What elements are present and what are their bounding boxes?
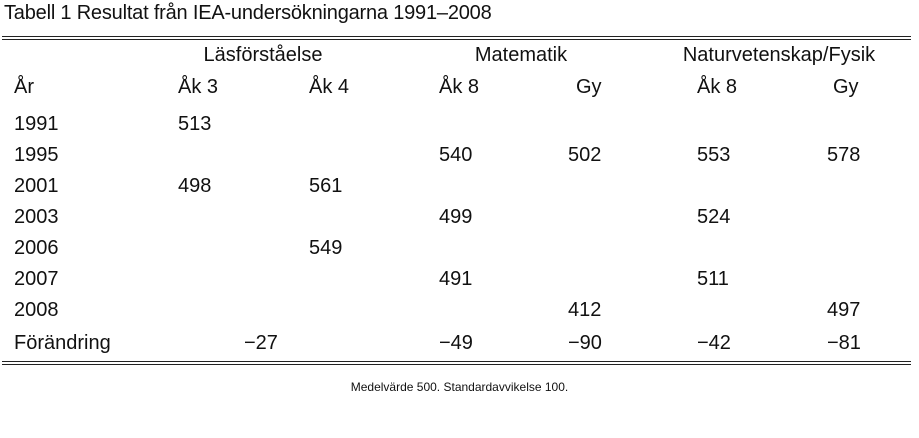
cell-science-gy: 578 [827, 144, 861, 166]
cell-math-gy: 412 [568, 299, 602, 321]
cell-change-reading: −27 [244, 332, 278, 354]
table-row [0, 144, 919, 175]
column-header-math-ak8: Åk 8 [439, 76, 480, 98]
table-footnote: Medelvärde 500. Standardavvikelse 100. [350, 380, 569, 394]
cell-reading-ak4: 561 [309, 175, 343, 197]
table-row [0, 206, 919, 237]
cell-year: 2006 [14, 237, 59, 259]
table-top-rule [2, 36, 911, 40]
cell-change-science-gy: −81 [827, 332, 861, 354]
cell-math-gy: 502 [568, 144, 602, 166]
cell-science-gy: 497 [827, 299, 861, 321]
cell-year: 2001 [14, 175, 59, 197]
cell-math-ak8: 540 [439, 144, 473, 166]
cell-reading-ak3: 513 [178, 113, 212, 135]
column-header-science-ak8: Åk 8 [697, 76, 738, 98]
cell-math-ak8: 499 [439, 206, 473, 228]
group-header-science: Naturvetenskap/Fysik [682, 44, 876, 66]
cell-change-math-ak8: −49 [439, 332, 473, 354]
cell-change-math-gy: −90 [568, 332, 602, 354]
column-header-reading-ak4: Åk 4 [309, 76, 350, 98]
table-row [0, 113, 919, 144]
cell-year: 2007 [14, 268, 59, 290]
table-caption: Tabell 1 Resultat från IEA-undersökningarna 1991–2008 [4, 2, 492, 24]
group-header-reading: Läsförståelse [203, 44, 323, 66]
column-header-science-gy: Gy [833, 76, 859, 98]
group-header-math: Matematik [474, 44, 568, 66]
cell-year: 2003 [14, 206, 59, 228]
column-header-year: År [14, 76, 34, 98]
cell-reading-ak3: 498 [178, 175, 212, 197]
column-header-math-gy: Gy [576, 76, 602, 98]
cell-year: 1995 [14, 144, 59, 166]
cell-science-ak8: 511 [697, 268, 729, 290]
cell-change-science-ak8: −42 [697, 332, 731, 354]
column-header-reading-ak3: Åk 3 [178, 76, 219, 98]
cell-math-ak8: 491 [439, 268, 473, 290]
cell-reading-ak4: 549 [309, 237, 343, 259]
table-row [0, 268, 919, 299]
table-row [0, 237, 919, 268]
table-bottom-rule [2, 361, 911, 365]
cell-year: 1991 [14, 113, 59, 135]
table-row [0, 175, 919, 206]
cell-change-label: Förändring [14, 332, 111, 354]
cell-year: 2008 [14, 299, 59, 321]
table-row [0, 299, 919, 330]
cell-science-ak8: 553 [697, 144, 731, 166]
table-row-change [0, 332, 919, 363]
cell-science-ak8: 524 [697, 206, 731, 228]
